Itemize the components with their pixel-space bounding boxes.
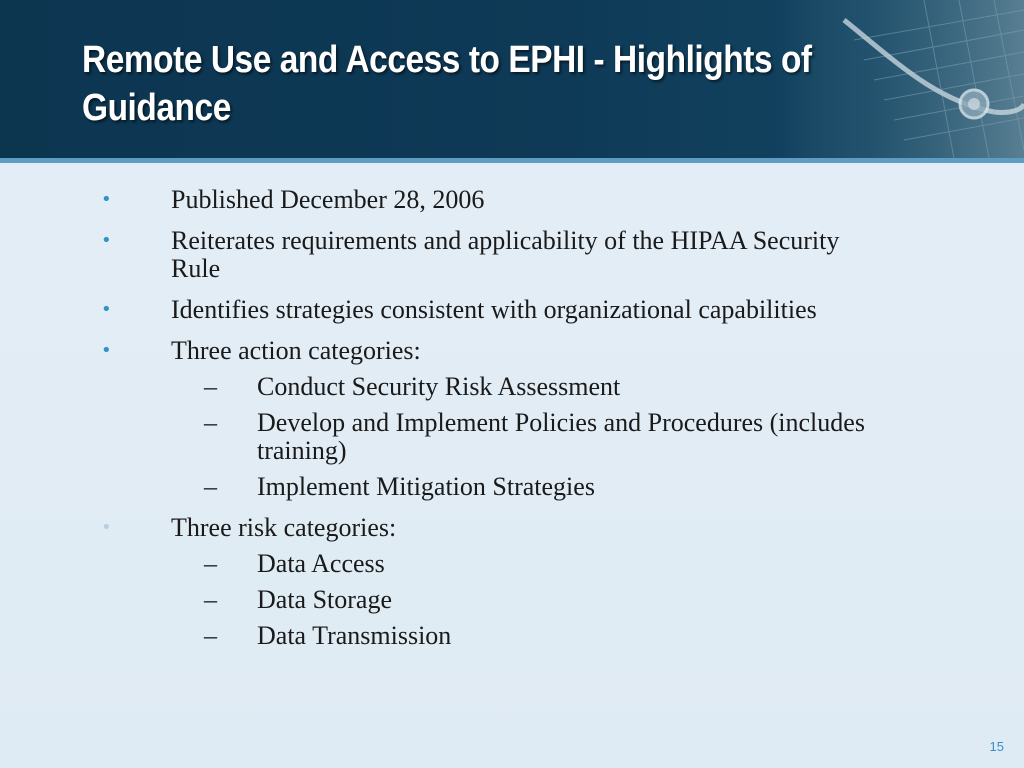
dash-icon: –: [204, 472, 217, 501]
bullet-text: Reiterates requirements and applicability of the HIPAA Security Rule: [171, 226, 840, 283]
bullet-icon: •: [101, 230, 112, 251]
bullet-icon: •: [101, 517, 112, 538]
sub-bullet-text: Data Transmission: [257, 621, 452, 650]
bullet-item: [0, 514, 1024, 542]
bullet-icon: •: [101, 299, 112, 320]
page-number: 15: [989, 739, 1004, 754]
bullet-text: Published December 28, 2006: [171, 185, 485, 214]
slide-title: Remote Use and Access to EPHI - Highlights of Guidance: [82, 39, 812, 129]
bullet-list: [0, 186, 1024, 663]
bullet-icon: •: [101, 189, 112, 210]
dash-icon: –: [204, 549, 217, 578]
sub-bullet-item: [0, 550, 1024, 578]
sub-bullet-item: [0, 622, 1024, 650]
title-divider: [0, 158, 1024, 163]
bullet-text: Identifies strategies consistent with organizational capabilities: [171, 295, 817, 324]
bullet-item: [0, 186, 1024, 214]
sub-bullet-item: [0, 473, 1024, 501]
sub-bullet-text: Data Storage: [257, 585, 393, 614]
bullet-item: [0, 296, 1024, 324]
sub-bullet-item: [0, 373, 1024, 401]
sub-bullet-text: Develop and Implement Policies and Procedures (includes training): [257, 408, 865, 465]
sub-bullet-item: [0, 409, 1024, 465]
bullet-item: [0, 227, 1024, 283]
sub-bullet-item: [0, 586, 1024, 614]
dash-icon: –: [204, 585, 217, 614]
sub-bullet-text: Data Access: [257, 549, 385, 578]
bullet-icon: •: [101, 340, 112, 361]
sub-bullet-list: [0, 550, 1024, 650]
sub-bullet-text: Conduct Security Risk Assessment: [257, 372, 621, 401]
dash-icon: –: [204, 372, 217, 401]
dash-icon: –: [204, 408, 217, 437]
bullet-text: Three risk categories:: [171, 513, 397, 542]
dash-icon: –: [204, 621, 217, 650]
bullet-text: Three action categories:: [171, 336, 421, 365]
bullet-item: [0, 337, 1024, 365]
title-bar: [0, 0, 1024, 158]
sub-bullet-list: [0, 373, 1024, 501]
sub-bullet-text: Implement Mitigation Strategies: [257, 472, 595, 501]
